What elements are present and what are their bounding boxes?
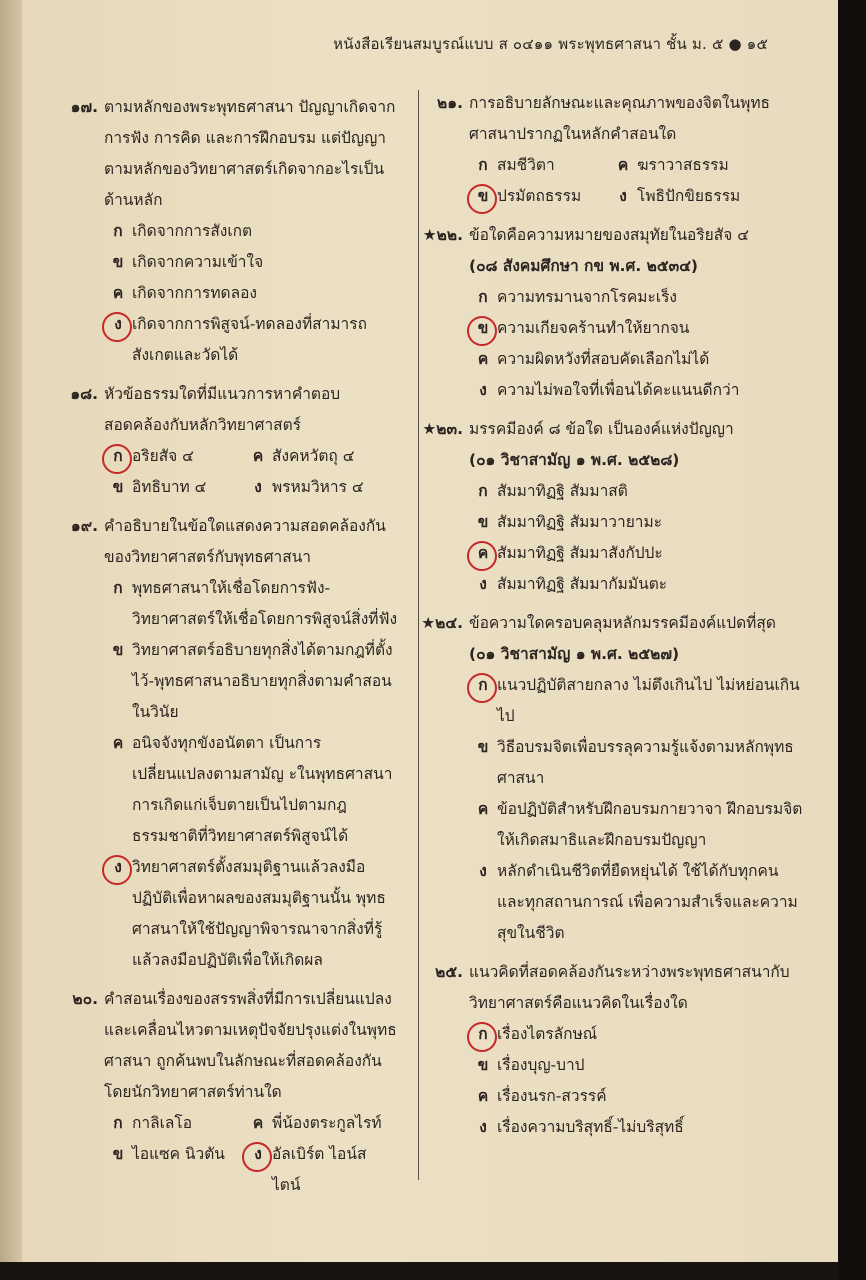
question-20 [40,984,400,1201]
option[interactable] [244,1108,394,1139]
option[interactable] [469,344,805,375]
option-selected[interactable] [469,538,805,569]
answer-circle-mark [467,316,497,346]
option[interactable] [104,635,400,728]
option-key: ง [479,381,487,399]
option[interactable] [469,476,805,507]
option-key: ค [477,544,489,562]
option-text: ข้อปฏิบัติสำหรับฝึกอบรมกายวาจา ฝึกอบรมจิตให้เกิดสมาธิและฝึกอบรมปัญญา [497,800,803,849]
answer-circle-mark [102,312,132,342]
option-key: ง [619,187,627,205]
option-key: ข [477,738,489,756]
question-text: มรรคมีองค์ ๘ ข้อใด เป็นองค์แห่งปัญญา [469,420,734,438]
option-text: สัมมาทิฏฐิ สัมมาสังกัปปะ [497,544,663,562]
option-text: วิทยาศาสตร์ตั้งสมมุติฐานแล้วลงมือปฏิบัติเพื่อหาผลของสมมุติฐานนั้น พุทธศาสนาให้ใช้ปัญญาพิจารณาจากสิ่งที่รู้แล้วลงมือปฏิบัติเพื่อให้เกิดผล [132,858,386,969]
option-key: ง [479,575,487,593]
exam-source: (๐๑ วิชาสามัญ ๑ พ.ศ. ๒๕๒๘) [469,451,680,469]
option-text: พุทธศาสนาให้เชื่อโดยการฟัง-วิทยาศาสตร์ให้เชื่อโดยการพิสูจน์สิ่งที่ฟัง [132,579,398,628]
option-key: ก [478,156,488,174]
option-selected[interactable] [104,852,400,976]
option-text: แนวปฏิบัติสายกลาง ไม่ตึงเกินไป ไม่หย่อนเกินไป [497,676,800,725]
answer-circle-mark [467,1022,497,1052]
option[interactable] [469,1050,805,1081]
option-text: หลักดำเนินชีวิตที่ยืดหยุ่นได้ ใช้ได้กับทุกคนและทุกสถานการณ์ เพื่อความสำเร็จและความสุขในชีวิต [497,862,798,942]
option[interactable] [104,278,400,309]
option-key: ข [112,253,124,271]
option[interactable] [104,1139,244,1201]
option-key: ก [478,676,488,694]
answer-circle-mark [467,184,497,214]
left-column [40,92,400,1209]
option[interactable] [104,216,400,247]
option-text: พรหมวิหาร ๔ [272,478,364,496]
option-key: ค [112,284,124,302]
option-key: ข [477,1056,489,1074]
option-text: อนิจจังทุกขังอนัตตา เป็นการเปลี่ยนแปลงตามสามัญ ะในพุทธศาสนา การเกิดแก่เจ็บตายเป็นไปตามกฎธรรมชาติที่วิทยาศาสตร์พิสูจน์ได้ [132,734,393,845]
option[interactable] [609,181,759,212]
option-key: ค [112,734,124,752]
option-key: ค [477,1087,489,1105]
option-key: ก [113,579,123,597]
option-text: เกิดจากการพิสูจน์-ทดลองที่สามารถสังเกตและวัดได้ [132,315,367,364]
question-number: ๑๙. [70,517,98,535]
question-number: ๒๕. [435,963,463,981]
answer-circle-mark [102,855,132,885]
option-text: เรื่องความบริสุทธิ์-ไม่บริสุทธิ์ [497,1118,684,1136]
option-selected[interactable] [469,181,609,212]
option[interactable] [104,573,400,635]
option-selected[interactable] [104,309,400,371]
option-text: กาลิเลโอ [132,1114,193,1132]
option-key: ข [112,641,124,659]
option[interactable] [469,507,805,538]
page-header: หนังสือเรียนสมบูรณ์แบบ ส ๐๔๑๑ พระพุทธศาสนา ชั้น ม. ๕ ● ๑๕ [333,35,768,53]
question-17 [40,92,400,371]
option-key: ง [479,1118,487,1136]
option-text: ความเกียจคร้านทำให้ยากจน [497,319,690,337]
option-text: อิทธิบาท ๔ [132,478,207,496]
option-key: ง [114,858,122,876]
answer-circle-mark [467,541,497,571]
option-key: ข [477,319,489,337]
option-key: ก [478,1025,488,1043]
option-text: สัมมาทิฏฐิ สัมมาวายามะ [497,513,663,531]
option-selected[interactable] [469,313,805,344]
option-text: สัมมาทิฏฐิ สัมมากัมมันตะ [497,575,668,593]
option-text: เกิดจากความเข้าใจ [132,253,264,271]
question-text: การอธิบายลักษณะและคุณภาพของจิตในพุทธศาสนาปรากฏในหลักคำสอนใด [469,94,770,143]
option-text: เกิดจากการทดลอง [132,284,257,302]
question-25 [405,957,805,1143]
question-21 [405,88,805,212]
option-text: วิธีอบรมจิตเพื่อบรรลุความรู้แจ้งตามหลักพุทธศาสนา [497,738,794,787]
option-text: เรื่องไตรลักษณ์ [497,1025,598,1043]
option[interactable] [469,856,805,949]
answer-circle-mark [467,673,497,703]
exam-source: (๐๘ สังคมศึกษา กข พ.ศ. ๒๕๓๔) [469,257,699,275]
option-text: ความผิดหวังที่สอบคัดเลือกไม่ได้ [497,350,710,368]
question-text: หัวข้อธรรมใดที่มีแนวการหาคำตอบสอดคล้องกับหลักวิทยาศาสตร์ [104,385,341,434]
option-selected[interactable] [469,670,805,732]
option[interactable] [469,150,609,181]
option[interactable] [469,794,805,856]
option-key: ข [477,187,489,205]
option-key: ข [477,513,489,531]
question-18 [40,379,400,503]
option-text: ไอแซค นิวตัน [132,1145,225,1163]
question-text: ข้อใดคือความหมายของสมุทัยในอริยสัจ ๔ [469,226,749,244]
option-text: อริยสัจ ๔ [132,447,194,465]
option[interactable] [104,728,400,852]
option-selected[interactable] [244,1139,394,1201]
question-text: ข้อความใดครอบคลุมหลักมรรคมีองค์แปดที่สุด [469,614,776,632]
option-text: สมชีวิตา [497,156,555,174]
option-key: ง [479,862,487,880]
option-key: ค [477,800,489,818]
option[interactable] [469,282,805,313]
option-key: ง [254,1145,262,1163]
option-key: ค [617,156,629,174]
question-text: คำอธิบายในข้อใดแสดงความสอดคล้องกันของวิทยาศาสตร์กับพุทธศาสนา [104,517,386,566]
question-number: ★๒๓. [422,420,463,438]
option-key: ก [113,447,123,465]
option-text: อัลเบิร์ต ไอน์สไตน์ [272,1145,367,1194]
option[interactable] [609,150,759,181]
question-number: ๒๑. [437,94,463,112]
option-text: ความทรมานจากโรคมะเร็ง [497,288,677,306]
option-text: ฆราวาสธรรม [637,156,729,174]
answer-circle-mark [242,1142,272,1172]
option-key: ง [114,315,122,333]
option-text: วิทยาศาสตร์อธิบายทุกสิ่งได้ตามกฎที่ตั้งไว้-พุทธศาสนาอธิบายทุกสิ่งตามคำสอนในวินัย [132,641,393,721]
option[interactable] [104,472,244,503]
option-key: ค [477,350,489,368]
question-text: ตามหลักของพระพุทธศาสนา ปัญญาเกิดจาก การฟัง การคิด และการฝึกอบรม แต่ปัญญาตามหลักของวิทยาศาสตร์เกิดจากอะไรเป็นด้านหลัก [104,98,396,209]
question-number: ๒๐. [72,990,98,1008]
question-number: ๑๘. [70,385,98,403]
option-text: เกิดจากการสังเกต [132,222,253,240]
question-text: แนวคิดที่สอดคล้องกันระหว่างพระพุทธศาสนากับวิทยาศาสตร์คือแนวคิดในเรื่องใด [469,963,790,1012]
option[interactable] [104,247,400,278]
option-selected[interactable] [469,1019,805,1050]
option-key: ก [478,482,488,500]
option[interactable] [469,1112,805,1143]
option[interactable] [104,1108,244,1139]
option[interactable] [244,441,394,472]
option[interactable] [244,472,394,503]
option-text: เรื่องนรก-สวรรค์ [497,1087,607,1105]
question-number: ๑๗. [70,98,98,116]
option-text: เรื่องบุญ-บาป [497,1056,585,1074]
option-text: สัมมาทิฏฐิ สัมมาสติ [497,482,628,500]
option-text: พี่น้องตระกูลไรท์ [272,1114,382,1132]
question-number: ★๒๒. [422,226,463,244]
option-key: ก [113,222,123,240]
question-22 [405,220,805,406]
question-19 [40,511,400,976]
option-key: ค [252,1114,264,1132]
scan-edge-shadow [838,0,866,1280]
question-number: ★๒๔. [421,614,463,632]
option[interactable] [469,569,805,600]
option[interactable] [469,375,805,406]
option-key: ค [252,447,264,465]
option-key: ข [112,478,124,496]
answer-circle-mark [102,444,132,474]
question-24 [405,608,805,949]
question-text: คำสอนเรื่องของสรรพสิ่งที่มีการเปลี่ยนแปลงและเคลื่อนไหวตามเหตุปัจจัยปรุงแต่งในพุทธศาสนา ถูกค้นพบในลักษณะที่สอดคล้องกันโดยนักวิทยาศาสตร์ท่านใด [104,990,397,1101]
question-23 [405,414,805,600]
right-column [405,88,805,1151]
option-text: ปรมัตถธรรม [497,187,582,205]
option-selected[interactable] [104,441,244,472]
page-binding [0,0,22,1262]
option-key: ก [478,288,488,306]
option-key: ง [254,478,262,496]
option-key: ข [112,1145,124,1163]
option-text: โพธิปักขิยธรรม [637,187,741,205]
option-text: ความไม่พอใจที่เพื่อนได้คะแนนดีกว่า [497,381,740,399]
exam-source: (๐๑ วิชาสามัญ ๑ พ.ศ. ๒๕๒๗) [469,645,680,663]
option-text: สังคหวัตถุ ๔ [272,447,355,465]
option[interactable] [469,732,805,794]
option-key: ก [113,1114,123,1132]
option[interactable] [469,1081,805,1112]
